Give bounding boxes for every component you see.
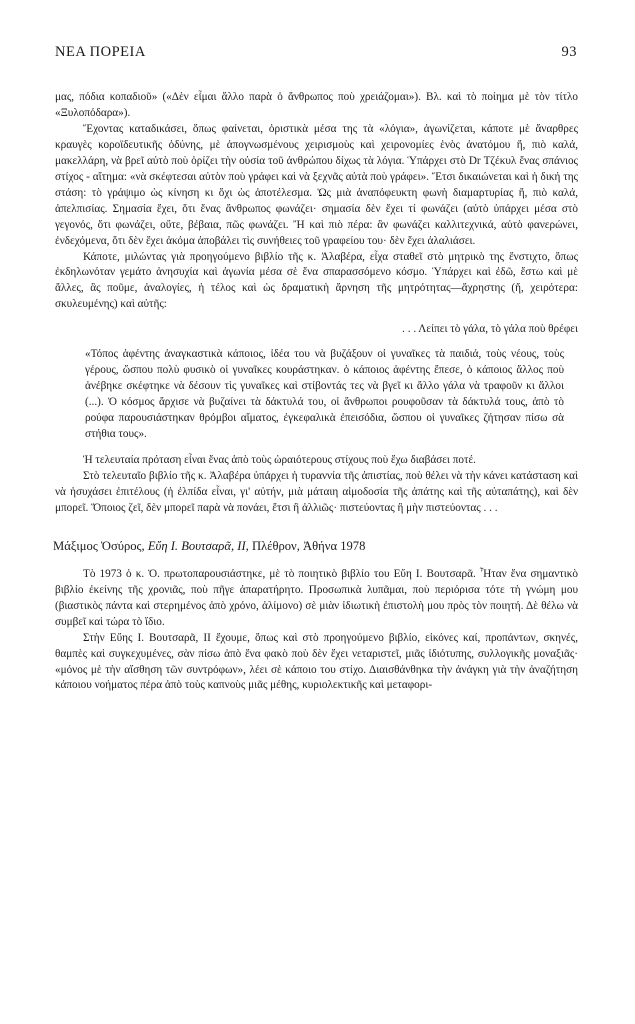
journal-title: ΝΕΑ ΠΟΡΕΙΑ bbox=[55, 44, 146, 60]
review-author: Μάξιμος Ὁσύρος, bbox=[53, 538, 145, 553]
verse-quote: . . . Λείπει τὸ γάλα, τὸ γάλα ποὺ θρέφει bbox=[402, 323, 578, 336]
paragraph: Κάποτε, μιλώντας γιὰ προηγούμενο βιβλίο τῆς κ. Ἀλαβέρα, εἶχα σταθεῖ στὸ μητρικὸ της ἔνστιχτο, ὅπως ἐκδηλωνόταν γεμάτο ἀνησυχία καὶ ἀγωνία μέσα σὲ ἕνα σπαρασσόμενο κόσμο. Ὑπάρχει καὶ ἐδῶ, ἔστω καὶ μὲ ἄλλες, ἂς ποῦμε, ἀναλογίες, ἡ τέλος καὶ ὡς δραματικὴ ἄρνηση τῆς μητρότητας—ἄχρηστης (ἤ, χειρότερα: σκυλευμένης) καὶ αὐτῆς: bbox=[55, 250, 578, 311]
block-quote: «Τόπος ἀφέντης ἀναγκαστικὰ κάποιος, ἰδέα του νὰ βυζάξουν οἱ γυναῖκες τὰ παιδιά, τοὺς νέους, τοὺς γέρους, ὥσπου πολὺ φυσικὸ οἱ γυναῖκες κουράστηκαν. ὁ κάποιος ἀφέντης ἔπεσε, ὁ κάποιος ἄλλος ποὺ ἀνέβηκε σκέφτηκε νὰ δέσουν τὶς γυναῖκες καὶ στίβοντάς τες νὰ βγεῖ κι ἄλλο γάλα νὰ τραφοῦν κι ἄλλοι (...). Ὁ κόσμος ἄρχισε νὰ βυζαίνει τὰ δάκτυλά του, οἱ ἄνθρωποι ρουφοῦσαν τὰ δάκτυλά τους, ἀπὸ τὸ ρούφα παρουσιάστηκαν θρόμβοι αἵματος, ἐγκεφαλικὰ ἐπεισόδια, ὥσπου οἱ γυναῖκες ζήτησαν πίσω σὰ στήθια τους». bbox=[85, 348, 564, 441]
page-number: 93 bbox=[561, 44, 577, 60]
review-book-title: Εὔη Ι. Βουτσαρᾶ, ΙΙ, bbox=[147, 538, 249, 553]
paragraph: Ἔχοντας καταδικάσει, ὅπως φαίνεται, ὁριστικὰ μέσα της τὰ «λόγια», ἀγωνίζεται, κάποτε μὲ ἄναρθρες κραυγὲς κοροϊδευτικῆς ὀδύνης, μὲ ἀπογνωσμένους χειρισμοὺς καὶ χειρονομίες ἑνὸς ἀνατόμου ἤ, πιὸ καλά, μακελλάρη, νὰ βρεῖ αὐτὸ ποὺ ὁρίζει τὴν οὐσία τοῦ ἀνθρώπου δίχως τὰ λόγια. Ὑπάρχει στὸ Dr Τζέκυλ ἕνας σπάνιος στίχος - αἴτημα: «νὰ σκέφτεσαι αὐτὸν ποὺ γράφει καὶ νὰ ξεχνᾶς αὐτὰ ποὺ γράφει». Ἔτσι δικαιώνεται καὶ ἡ δική της στάση: τὸ γράψιμο ὡς κίνηση κι ὄχι ὡς ἀποτέλεσμα. Ὡς μιὰ ἀναπόφευκτη φωνὴ διαμαρτυρίας ἤ, πιὸ καλά, ἀπελπισίας. Σημασία ἔχει, ὅτι ἕνας ἄνθρωπος φωνάζει· σημασία δὲν ἔχει τί φωνάζει (αὐτὸ ὑπάρχει μέσα στὸ γεγονός, ὅτι φωνάζει, οὔτε, βέβαια, πῶς φωνάζει. Ἤ καὶ πιὸ πέρα: ἂν φωνάζει καλλιτεχνικά, αὐτὸ φανερώνει, ἐνδεχόμενα, ὅτι δὲν ἔχει ἀκόμα ἀποβάλει τὶς συνήθειες τοῦ γραφείου του· δὲν ἔχει ἀλαλιάσει. bbox=[55, 122, 578, 247]
paragraph: Στὴν Εὔης Ι. Βουτσαρᾶ, ΙΙ ἔχουμε, ὅπως καὶ στὸ προηγούμενο βιβλίο, εἰκόνες καί, προπάντων, σκηνές, θαμπὲς καὶ συγκεχυμένες, σὰν πίσω ἀπὸ ἕνα φακὸ ποὺ δὲν ἔχει νεταριστεῖ, μιᾶς ἰδιότυπης, συλλογικῆς μοναξιᾶς· «μόνος μὲ τὴν αἴσθηση τῶν συντρόφων», λέει σὲ κάποιο του στίχο. Διαισθάνθηκα τὴν ἀνάγκη γιὰ τὴν ἀναζήτηση κάποιου νοήματος πέρα ἀπὸ τοὺς καπνοὺς μιᾶς μέθης, κυριολεκτικῆς καὶ μεταφορι- bbox=[55, 631, 578, 692]
review-publisher: Πλέθρον, Ἀθήνα 1978 bbox=[251, 538, 366, 553]
paragraph-continuation: μας, πόδια κοπαδιοῦ» («Δὲν εἶμαι ἄλλο παρὰ ὁ ἄνθρωπος ποὺ χρειάζομαι»). Βλ. καὶ τὸ ποίημα μὲ τὸν τίτλο «Ξυλοπόδαρα»). bbox=[55, 91, 578, 119]
page-body bbox=[55, 90, 578, 694]
running-header bbox=[55, 44, 577, 61]
paragraph: Τὸ 1973 ὁ κ. Ὁ. πρωτοπαρουσιάστηκε, μὲ τὸ ποιητικὸ βιβλίο του Εὔη Ι. Βουτσαρᾶ. Ἦταν ἕνα σημαντικὸ βιβλίο ἐκείνης τῆς χρονιᾶς, ποὺ πῆγε ἀπαρατήρητο. Προσωπικὰ λυπᾶμαι, ποὺ περιόρισα τότε τὴ γνώμη μου (βιαστικὸς πάντα καὶ στερημένος ἀπὸ χρόνο, ἀλίμονο) σὲ μιὰν ἰδιωτικὴ ἐπιστολὴ μου πρὸς τὸν ποιητή. Δὲ θέλω νὰ συμβεῖ καὶ τώρα τὸ ἴδιο. bbox=[55, 567, 578, 628]
review-heading bbox=[53, 539, 578, 555]
paragraph: Ἡ τελευταία πρόταση εἶναι ἕνας ἀπὸ τοὺς ὡραιότερους στίχους ποὺ ἔχω διαβάσει ποτέ. bbox=[83, 454, 476, 467]
paragraph: Στὸ τελευταῖο βιβλίο τῆς κ. Ἀλαβέρα ὑπάρχει ἡ τυραννία τῆς ἀπιστίας, ποὺ θέλει νὰ τὴν κάνει κατάσταση καὶ νὰ ἡσυχάσει ἐπιτέλους (ἡ ἐλπίδα εἶναι, γι' αὐτήν, μιὰ μάταιη αἱμοδοσία τῆς ἀπάτης καὶ τῆς αὐταπάτης), καὶ δὲν μπορεῖ. Ὅποιος ζεῖ, δὲν μπορεῖ παρὰ νὰ πονάει, ἔτσι ἢ ἀλλιῶς· πιστεύοντας ἢ μὴν πιστεύοντας . . . bbox=[55, 469, 578, 514]
